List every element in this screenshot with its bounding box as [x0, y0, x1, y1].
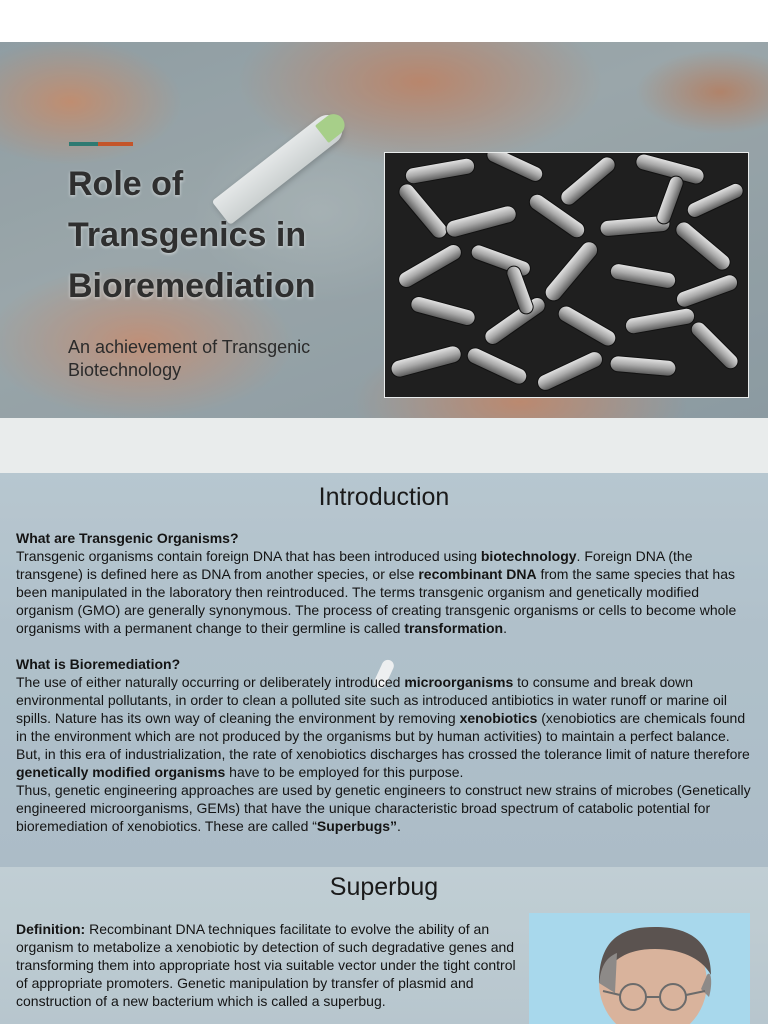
superbug-definition: [16, 920, 521, 1010]
introduction-heading: Introduction: [318, 483, 450, 511]
definition-label: Definition:: [16, 921, 86, 937]
page-subtitle: An achievement of Transgenic Biotechnology: [68, 337, 311, 380]
superbug-heading: Superbug: [329, 873, 439, 901]
definition-text: Recombinant DNA techniques facilitate to evolve the ability of an organism to metabolize a xenobiotic by detection of such degradative genes and transforming them into appropriate host via suitable vector under the tight control of appropriate promoters. Genetic manipulation by transfer of plasmid and construction of a new bacterium which is called a superbug.: [16, 921, 516, 1009]
paragraph-superbugs: Thus, genetic engineering approaches are used by genetic engineers to construct new strains of microbes (Genetically engineered microorganisms, GEMs) that have the unique characteristic broad spectrum of catabolic potential for bioremediation of xenobiotics. These are called “Superbugs”.: [16, 782, 751, 834]
hero-section: [0, 42, 768, 418]
paragraph-transgenic: Transgenic organisms contain foreign DNA that has been introduced using biotechnology. Foreign DNA (the transgene) is defined here as DNA from another species, or else recombinant DNA from the same species that has been manipulated in the laboratory then reintroduced. The terms transgenic organism and genetically modified organism (GMO) are generally synonymous. The process of creating transgenic organisms or cells to become whole organisms with a permanent change to their germline is called transformation.: [16, 548, 737, 636]
superbug-section: [0, 867, 768, 1024]
question-transgenic: What are Transgenic Organisms?: [16, 530, 239, 546]
introduction-section: [0, 473, 768, 867]
portrait-svg: [529, 913, 750, 1024]
question-bioremediation: What is Bioremediation?: [16, 656, 181, 672]
top-margin: [0, 0, 768, 42]
bacteria-micrograph-svg: [385, 153, 748, 397]
accent-bar: [69, 142, 133, 146]
paragraph-bioremediation: The use of either naturally occurring or deliberately introduced microorganisms to consume and break down environmental pollutants, in order to clean a polluted site such as introduced antibiotics in water runoff or marine oil spills. Nature has its own way of cleaning the environment by removing xenobiotics (xenobiotics are chemicals found in the environment which are not produced by the organisms but by human activities) to maintain a perfect balance. But, in this era of industrialization, the rate of xenobiotics discharges has crossed the tolerance limit of nature therefore genetically modified organisms have to be employed for this purpose.: [16, 674, 750, 780]
scientist-portrait-image: [529, 913, 750, 1024]
section-gap: [0, 418, 768, 473]
bacteria-micrograph-image: [384, 152, 749, 398]
page-title: Role of Transgenics in Bioremediation: [68, 165, 316, 305]
introduction-body: [16, 529, 756, 835]
